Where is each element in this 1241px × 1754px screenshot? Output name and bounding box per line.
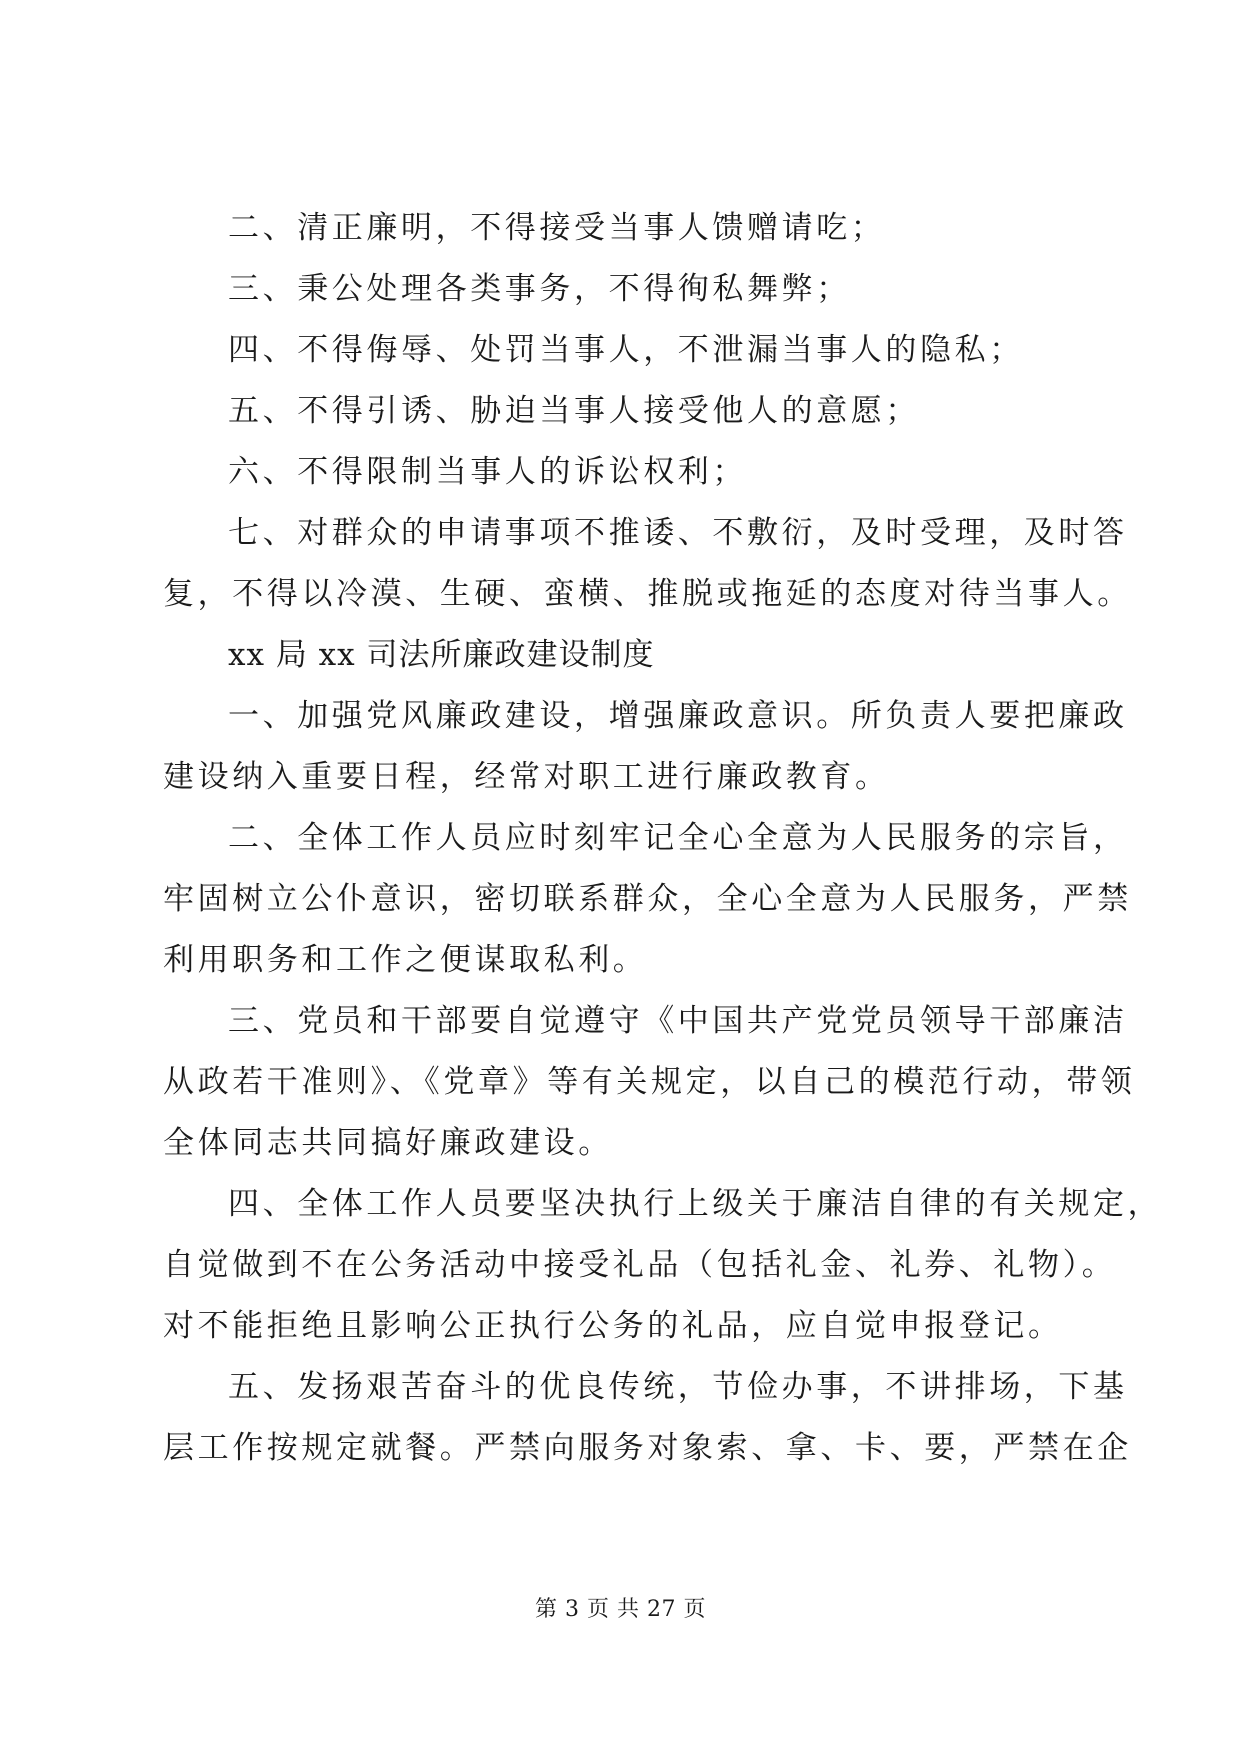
text-line: 二、全体工作人员应时刻牢记全心全意为人民服务的宗旨，: [228, 820, 1128, 856]
text-line: 七、对群众的申请事项不推诿、不敷衍，及时受理，及时答: [228, 515, 1128, 551]
text-line: 利用职务和工作之便谋取私利。: [163, 942, 648, 978]
text-line: 五、不得引诱、胁迫当事人接受他人的意愿；: [228, 393, 920, 429]
text-line: 对不能拒绝且影响公正执行公务的礼品，应自觉申报登记。: [163, 1308, 1063, 1344]
text-line: 全体同志共同搞好廉政建设。: [163, 1125, 613, 1161]
text-line: 牢固树立公仆意识，密切联系群众，全心全意为人民服务，严禁: [163, 881, 1132, 917]
text-line: 六、不得限制当事人的诉讼权利；: [228, 454, 747, 490]
page-number: 第 3 页 共 27 页: [535, 1597, 706, 1622]
text-line: 建设纳入重要日程，经常对职工进行廉政教育。: [163, 759, 890, 795]
text-line: 从政若干准则》、《党章》等有关规定，以自己的模范行动，带领: [163, 1064, 1136, 1100]
page-footer: [0, 1592, 1241, 1623]
text-line: 一、加强党风廉政建设，增强廉政意识。所负责人要把廉政: [228, 698, 1128, 734]
text-line: 四、全体工作人员要坚决执行上级关于廉洁自律的有关规定，: [228, 1186, 1163, 1222]
section-title: xx 局 xx 司法所廉政建设制度: [228, 637, 655, 673]
text-line: 层工作按规定就餐。严禁向服务对象索、拿、卡、要，严禁在企: [163, 1430, 1132, 1466]
text-line: 四、不得侮辱、处罚当事人，不泄漏当事人的隐私；: [228, 332, 1024, 368]
text-line: 三、秉公处理各类事务，不得徇私舞弊；: [228, 271, 851, 307]
document-body: [163, 198, 1163, 1479]
text-line: 复，不得以冷漠、生硬、蛮横、推脱或拖延的态度对待当事人。: [163, 576, 1132, 612]
text-line: 二、清正廉明，不得接受当事人馈赠请吃；: [228, 210, 886, 246]
text-line: 五、发扬艰苦奋斗的优良传统，节俭办事，不讲排场，下基: [228, 1369, 1128, 1405]
text-line: 自觉做到不在公务活动中接受礼品（包括礼金、礼券、礼物）。: [163, 1247, 1117, 1283]
text-line: 三、党员和干部要自觉遵守《中国共产党党员领导干部廉洁: [228, 1003, 1128, 1039]
